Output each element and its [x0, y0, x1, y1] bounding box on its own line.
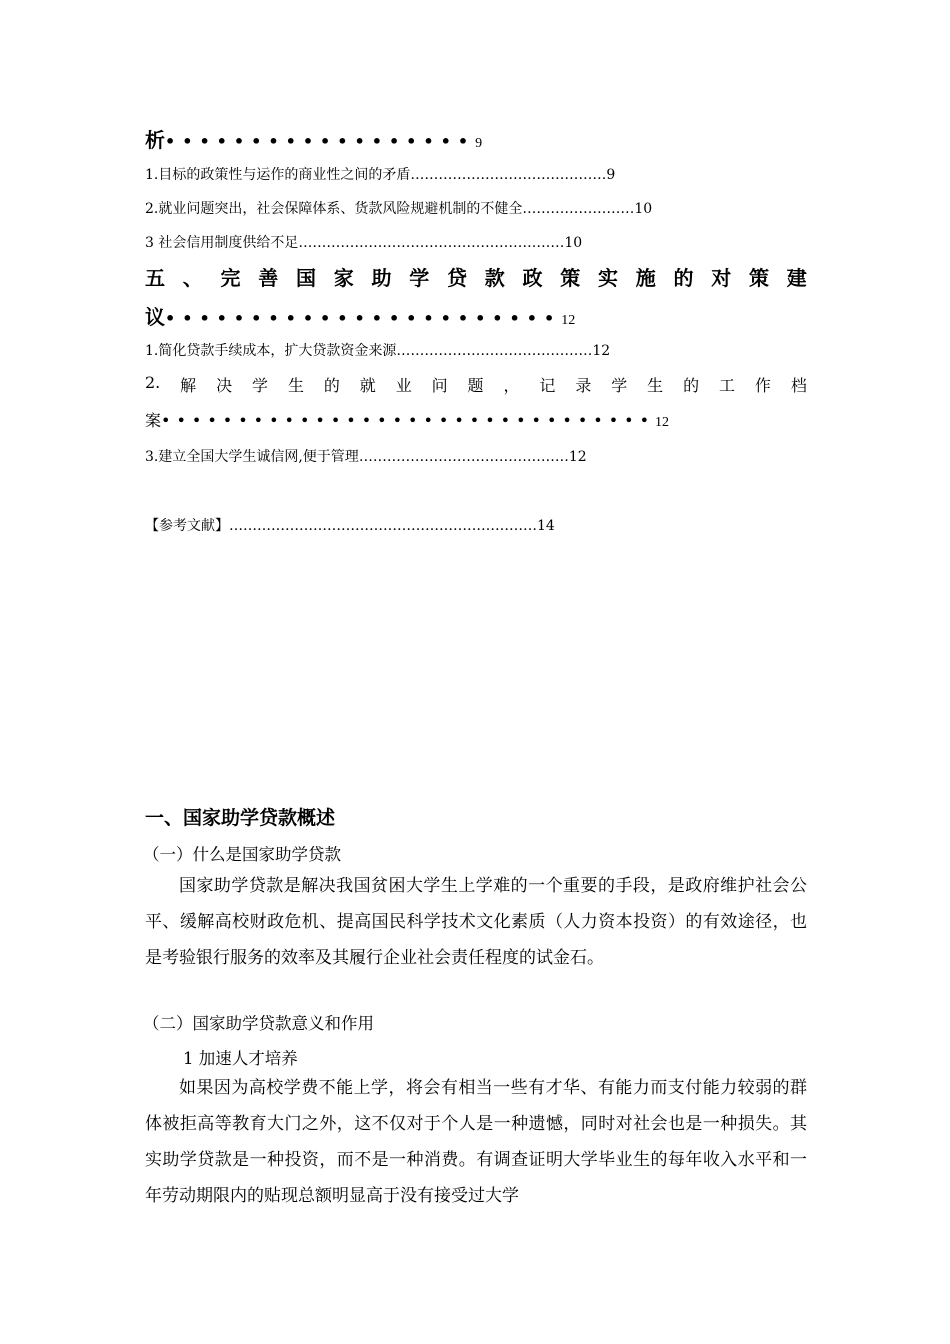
toc-char: 对: [711, 266, 732, 290]
toc-entry-5-3[interactable]: [145, 446, 807, 466]
toc-char: 就: [359, 376, 376, 395]
toc-page-number: 14: [537, 518, 555, 534]
toc-leader-dots: ………………………………………: [358, 449, 569, 465]
toc-leader-dots: ……………………: [522, 201, 635, 217]
toc-entry-text: 议: [145, 305, 165, 329]
toc-entry-text: 3.建立全国大学生诚信网,便于管理: [145, 449, 359, 465]
subsection-heading-2: （二）国家助学贷款意义和作用: [143, 1014, 374, 1033]
toc-entry-text: 【参考文献】: [145, 518, 229, 534]
toc-entry-5-2[interactable]: [145, 373, 807, 396]
toc-leader-dots: ••••••••••••••••••: [165, 132, 476, 151]
toc-char: 款: [484, 266, 505, 290]
toc-page-number: 10: [564, 235, 583, 251]
toc-char: 记: [539, 376, 556, 395]
toc-char: 业: [395, 376, 412, 395]
toc-leader-dots: ••••••••••••••••••••••••••••••••: [161, 411, 656, 430]
toc-leader-dots: ……………………………………: [410, 167, 607, 183]
toc-page-number: 12: [655, 415, 670, 430]
toc-entry-references[interactable]: [145, 515, 807, 535]
subsubsection-heading-2-1: 1 加速人才培养: [183, 1049, 298, 1068]
toc-char: 实: [598, 266, 618, 290]
toc-char: 录: [575, 376, 592, 395]
toc-char: ，: [503, 376, 520, 395]
toc-char: 建: [786, 266, 807, 290]
toc-char: 解: [180, 376, 197, 395]
toc-entry-text: 析: [145, 128, 165, 152]
toc-char: 贷: [447, 266, 467, 290]
toc-char: 的: [673, 266, 694, 290]
toc-page-number: 9: [475, 136, 483, 151]
toc-leader-dots: ……………………………………: [396, 343, 593, 359]
toc-char: 生: [647, 376, 664, 395]
toc-char: 策: [560, 266, 581, 290]
toc-entry-text: 案: [145, 411, 162, 430]
toc-entry-text: 3 社会信用制度供给不足: [145, 235, 299, 251]
toc-char: 、: [182, 266, 203, 290]
toc-entry-4-2[interactable]: [145, 198, 807, 218]
toc-char: 的: [683, 376, 700, 395]
toc-entry-5-2-cont[interactable]: [145, 408, 807, 431]
toc-char: 助: [371, 266, 392, 290]
toc-char: 问: [431, 376, 448, 395]
toc-char: 的: [323, 376, 340, 395]
toc-entry-section5[interactable]: [145, 262, 807, 291]
toc-char: 作: [754, 376, 771, 395]
toc-leader-dots: •••••••••••••••••••••••: [165, 309, 562, 328]
toc-char: 决: [216, 376, 233, 395]
subsection-heading-1: （一）什么是国家助学贷款: [143, 845, 341, 864]
toc-char: 生: [287, 376, 304, 395]
toc-char: 学: [409, 266, 430, 290]
toc-page-number: 10: [634, 201, 653, 217]
toc-entry-text: 2.就业问题突出，社会保障体系、货款风险规避机制的不健全: [145, 201, 523, 217]
toc-page-number: 12: [568, 449, 587, 465]
toc-entry-4-3[interactable]: [145, 232, 807, 252]
toc-char: 工: [719, 376, 736, 395]
toc-char: 国: [296, 266, 316, 290]
toc-page-number: 12: [561, 313, 576, 328]
section-heading-1: 一、国家助学贷款概述: [145, 807, 336, 829]
toc-leader-dots: …………………………………………………………: [229, 518, 537, 534]
toc-leader-dots: …………………………………………………: [298, 235, 565, 251]
toc-char: 家: [333, 266, 354, 290]
toc-char: 学: [611, 376, 628, 395]
toc-char: 善: [258, 266, 279, 290]
toc-char: 题: [467, 376, 484, 395]
toc-char: 档: [790, 376, 807, 395]
toc-char: 施: [635, 266, 656, 290]
toc-page-number: 12: [592, 343, 611, 359]
toc-char: 学: [252, 376, 269, 395]
toc-char: 五: [145, 266, 165, 290]
toc-char: 策: [749, 266, 769, 290]
toc-char: 完: [220, 266, 241, 290]
paragraph-2: 如果因为高校学费不能上学，将会有相当一些有才华、有能力而支付能力较弱的群体被拒高等教育大门之外，这不仅对于个人是一种遗憾，同时对社会也是一种损失。其实助学贷款是一种投资，而不是一种消费。有调查证明大学毕业生的每年收入水平和一年劳动期限内的贴现总额明显高于没有接受过大学: [145, 1078, 807, 1206]
toc-char: 政: [522, 266, 543, 290]
toc-entry-section4-cont[interactable]: [145, 124, 807, 153]
toc-entry-5-1[interactable]: [145, 340, 807, 360]
toc-char: 2.: [145, 373, 161, 392]
toc-entry-text: 1.目标的政策性与运作的商业性之间的矛盾: [145, 167, 411, 183]
toc-page-number: 9: [606, 167, 616, 183]
paragraph-1: 国家助学贷款是解决我国贫困大学生上学难的一个重要的手段，是政府维护社会公平、缓解高校财政危机、提高国民科学技术文化素质（人力资本投资）的有效途径，也是考验银行服务的效率及其履行企业社会责任程度的试金石。: [145, 876, 807, 968]
toc-entry-4-1[interactable]: [145, 164, 807, 184]
toc-entry-section5-cont[interactable]: [145, 301, 807, 330]
toc-entry-text: 1.简化贷款手续成本，扩大贷款资金来源: [145, 343, 397, 359]
